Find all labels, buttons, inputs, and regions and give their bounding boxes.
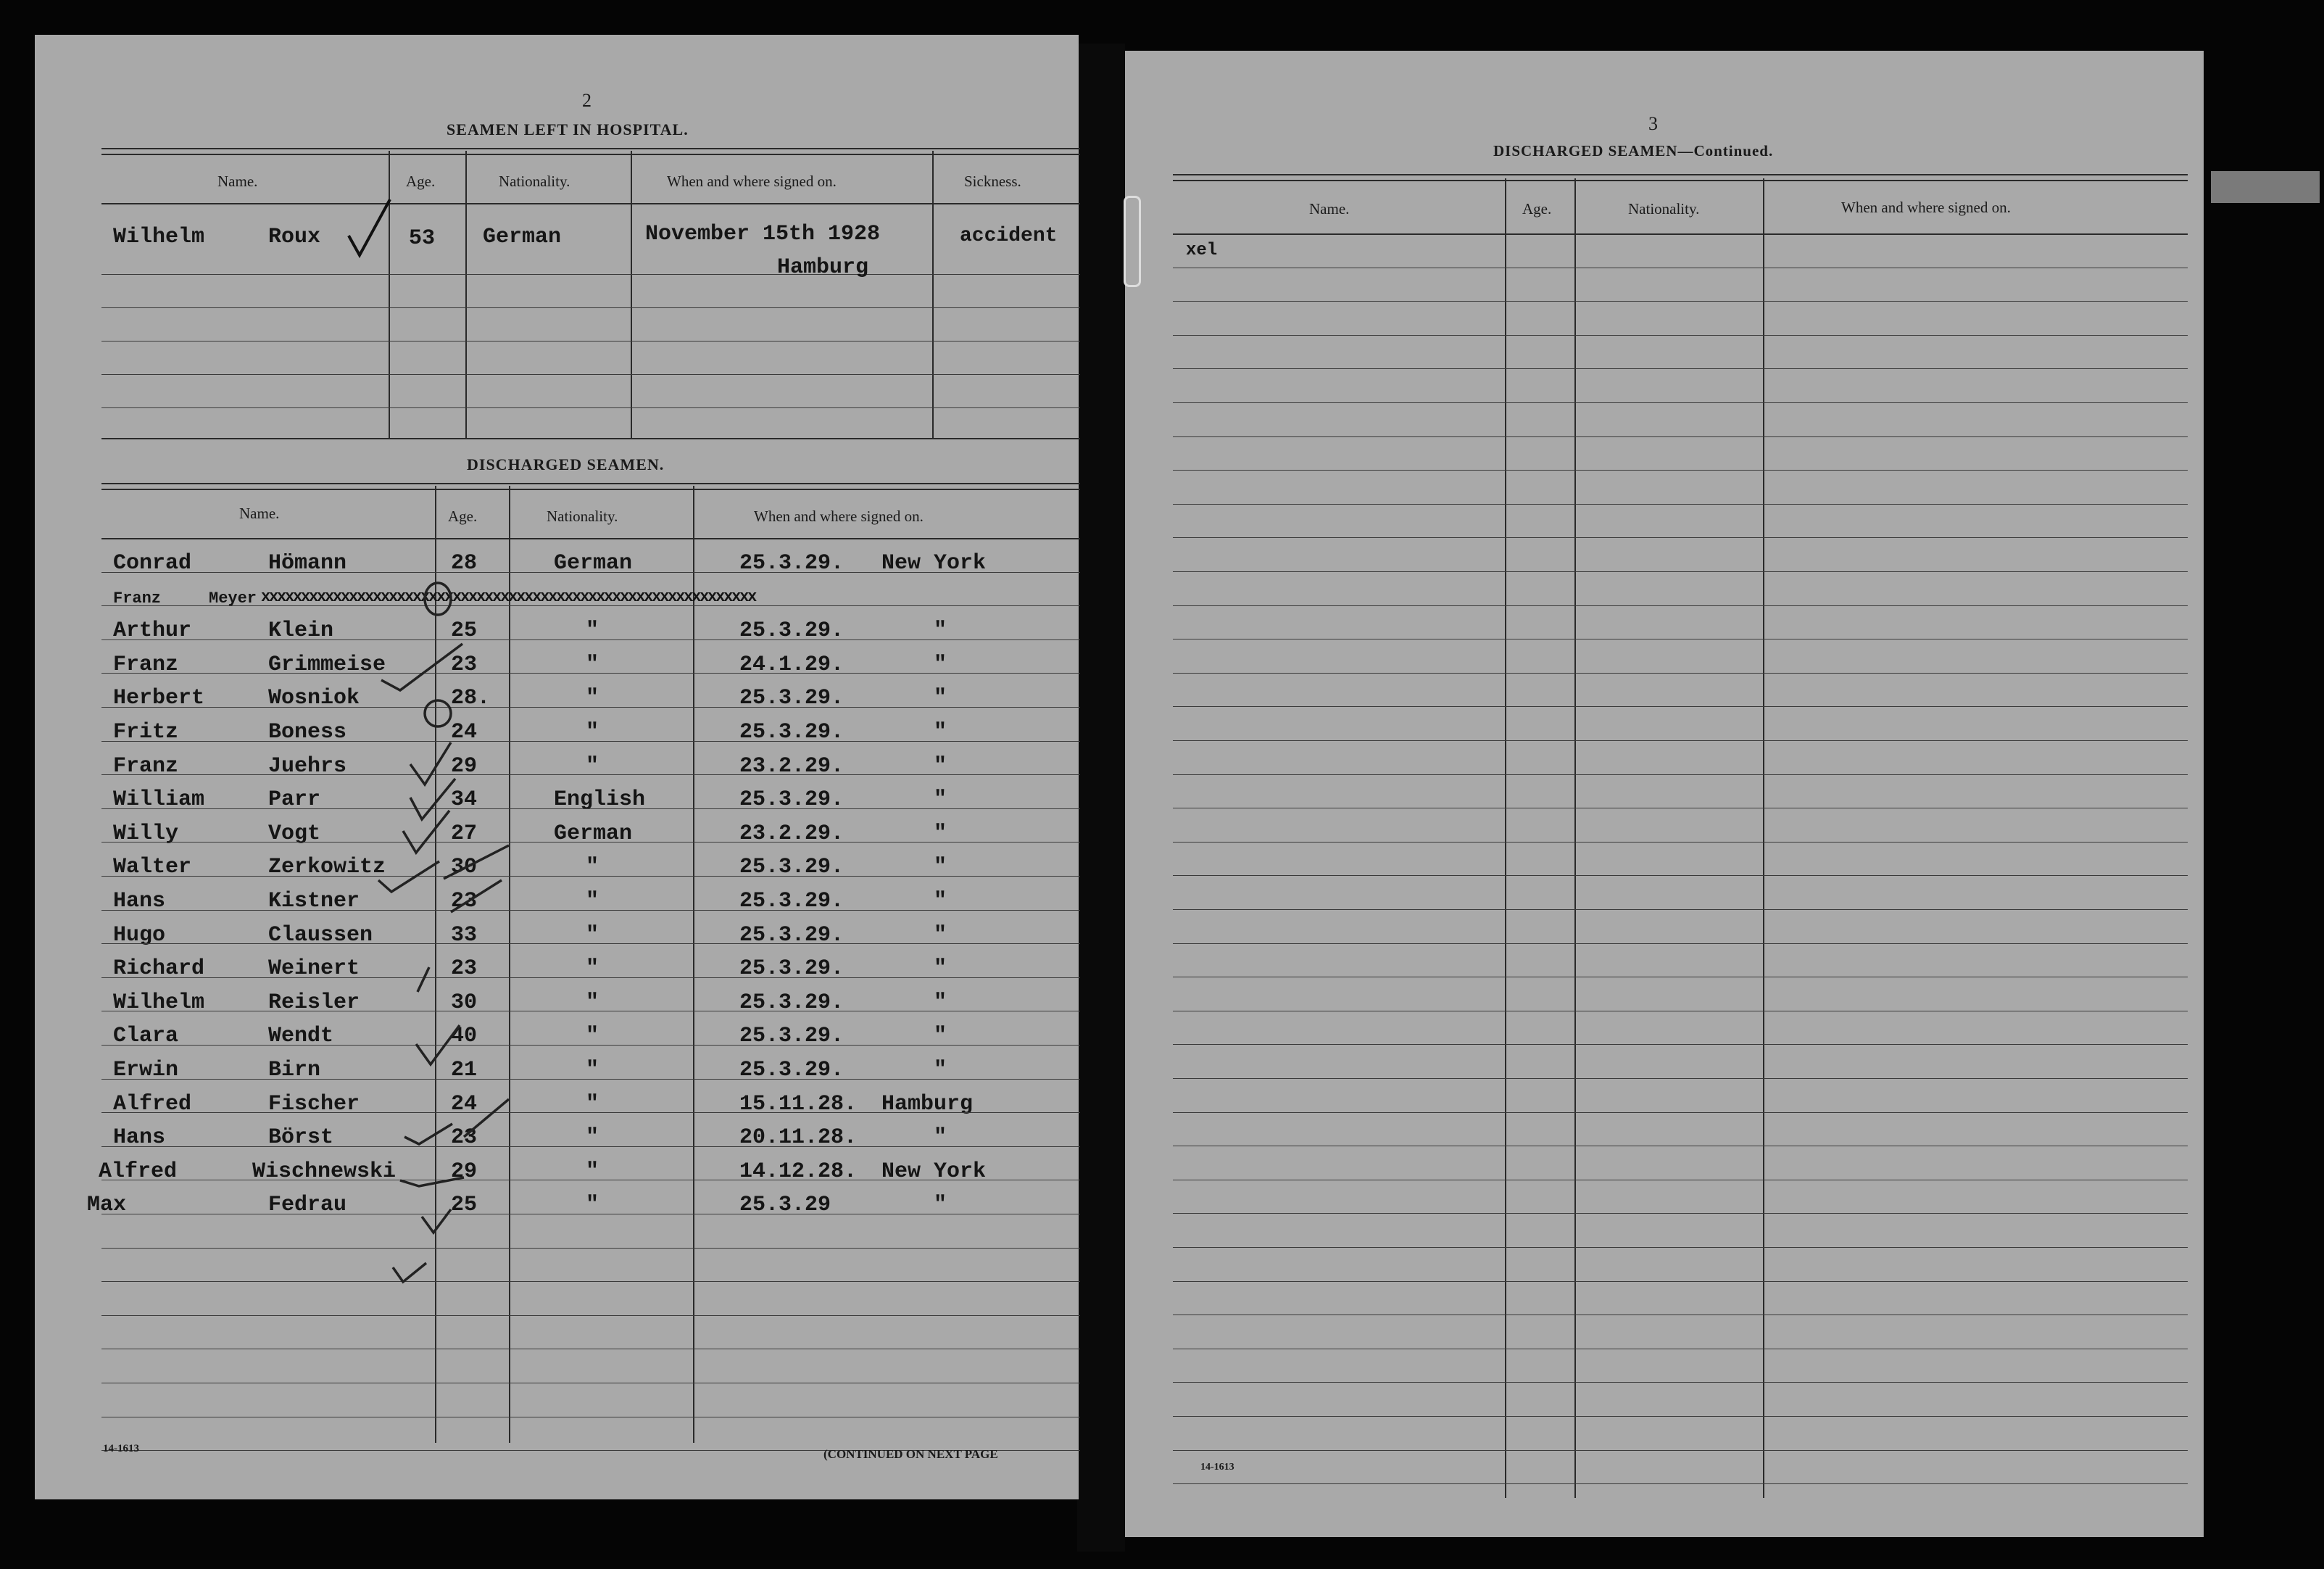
signed-on-date: 25.3.29. [739,1024,844,1049]
table-rule [101,407,1080,408]
first-name: Wilhelm [113,225,205,249]
first-name: Herbert [113,686,205,711]
table-rule [101,274,1080,275]
check-mark-icon [444,845,509,879]
page-tab [2211,171,2320,203]
table-rule [101,741,1080,742]
hospital-section-title: SEAMEN LEFT IN HOSPITAL. [447,120,689,138]
last-name: Zerkowitz [268,855,386,880]
signed-on-date: 25.3.29. [739,990,844,1015]
header-signed-on: When and where signed on. [667,173,837,190]
age: 30 [451,855,478,880]
check-mark-icon [403,811,449,853]
last-name: Claussen [268,922,373,948]
sickness: accident [960,225,1058,247]
table-rule [1173,368,2188,369]
first-name: Franz [113,753,179,779]
table-rule [1173,301,2188,302]
age: 25 [451,618,478,644]
nationality: " [586,1091,599,1117]
header-nationality: Nationality. [499,173,570,190]
table-rule [101,977,1080,978]
last-name: Roux [268,225,321,249]
signed-on-place: Hamburg [881,1091,974,1117]
header-name: Name. [239,505,280,522]
nationality: " [586,753,599,779]
first-name: Willy [113,821,179,846]
table-rule [1173,1247,2188,1248]
page-title: DISCHARGED SEAMEN—Continued. [1493,142,1774,160]
signed-on-place: " [934,956,947,982]
table-rule [1173,470,2188,471]
check-mark-icon [410,742,451,784]
header-name: Name. [217,173,258,190]
table-rule [1173,1078,2188,1079]
first-name: Erwin [113,1058,179,1082]
check-mark-icon [422,1209,451,1233]
header-signed-on: When and where signed on. [1841,199,2011,216]
column-rule [693,486,694,1443]
table-rule [101,438,1080,439]
last-name: Kistner [268,889,360,914]
signed-on-place: " [934,652,947,677]
signed-on-date: 25.3.29. [739,720,844,745]
signed-on-place: " [934,855,947,880]
last-name: Wosniok [268,686,360,711]
last-name: Weinert [268,956,360,982]
table-rule [101,572,1080,573]
binding-clip [1124,196,1141,287]
table-rule [1173,1044,2188,1045]
check-mark-icon [393,1263,426,1282]
signed-on-date: 25.3.29. [739,889,844,914]
first-name: Hans [113,1125,166,1151]
check-mark-icon [400,1177,464,1186]
header-age: Age. [448,508,478,525]
signed-on-date: 25.3.29. [739,1058,844,1082]
signed-on-place: " [934,753,947,779]
table-rule [101,203,1080,204]
age: 53 [409,226,436,251]
check-mark-icon [378,861,439,892]
age: 23 [451,652,478,677]
nationality: " [586,1159,599,1184]
signed-on-date: 25.3.29 [739,1193,831,1218]
signed-on-date: 25.3.29. [739,551,844,576]
check-mark-icon [404,1124,452,1144]
table-rule [101,483,1080,484]
table-rule [101,307,1080,308]
signed-on-date: 25.3.29. [739,618,844,644]
age: 29 [451,1159,478,1184]
table-rule [1173,875,2188,876]
table-rule [1173,1416,2188,1417]
column-rule [932,151,934,438]
signed-on-date: 23.2.29. [739,753,844,779]
page-number: 3 [1648,113,1658,134]
last-name: Parr [268,787,321,813]
nationality: " [586,1125,599,1151]
age: 34 [451,787,478,813]
signed-on-date: 25.3.29. [739,922,844,948]
first-name: Franz [113,652,179,677]
signed-on-date: 25.3.29. [739,956,844,982]
discharged-section-title: DISCHARGED SEAMEN. [467,455,665,473]
first-name: Richard [113,956,205,982]
table-rule [101,943,1080,944]
check-mark-icon [418,967,429,992]
table-rule [1173,436,2188,437]
signed-on-date: 23.2.29. [739,821,844,846]
age: 28. [451,686,491,711]
table-rule [101,639,1080,640]
nationality: " [586,720,599,745]
form-number: 14-1613 [1200,1462,1234,1473]
signed-on-place: " [934,787,947,813]
crossed-name: Franz [113,589,162,608]
signed-on-date: 25.3.29. [739,787,844,813]
table-rule [101,910,1080,911]
signed-on-place: " [934,889,947,914]
signed-on-place: " [934,720,947,745]
book-gutter [1077,44,1125,1552]
table-rule [101,1248,1080,1249]
age: 33 [451,922,478,948]
table-rule [1173,605,2188,606]
table-rule [1173,402,2188,403]
column-rule [465,151,467,438]
table-rule [101,605,1080,606]
last-name: Fedrau [268,1193,347,1218]
first-name: Hans [113,889,166,914]
age: 23 [451,889,478,914]
signed-on-place: " [934,686,947,711]
table-rule [1173,706,2188,707]
signed-on-place: " [934,1024,947,1049]
table-rule [101,489,1080,490]
table-rule [1173,180,2188,181]
nationality: " [586,686,599,711]
table-rule [1173,537,2188,538]
table-rule [101,374,1080,375]
table-rule [1173,842,2188,843]
signed-on-date: 15.11.28. [739,1091,858,1117]
crossed-last-name: Meyer [209,589,257,608]
circle-mark-icon [425,700,451,726]
signed-on-place: " [934,821,947,846]
age: 25 [451,1193,478,1218]
table-rule [101,808,1080,809]
last-name: Grimmeise [268,652,386,677]
table-rule [101,148,1080,149]
first-name: Fritz [113,720,179,745]
first-name: Alfred [99,1159,178,1184]
signed-on-place: New York [881,551,987,576]
age: 29 [451,753,478,779]
nationality: " [586,990,599,1015]
table-rule [101,876,1080,877]
table-rule [1173,1281,2188,1282]
table-rule [101,673,1080,674]
nationality: " [586,618,599,644]
table-rule [1173,673,2188,674]
table-rule [1173,233,2188,235]
table-rule [1173,1450,2188,1451]
last-name: Börst [268,1125,334,1151]
signed-on-place: " [934,1058,947,1082]
table-rule [101,1315,1080,1316]
column-rule [389,151,390,438]
table-rule [1173,1382,2188,1383]
check-mark-icon [416,1025,460,1064]
header-nationality: Nationality. [547,508,618,525]
nationality: German [554,551,633,576]
column-rule [1505,178,1506,1498]
table-rule [1173,1483,2188,1484]
table-rule [1173,740,2188,741]
nationality: English [554,787,646,813]
table-rule [101,1281,1080,1282]
last-name: Vogt [268,821,321,846]
nationality: " [586,652,599,677]
nationality: " [586,855,599,880]
circle-mark-icon [425,583,451,615]
nationality: " [586,922,599,948]
signed-on-place: " [934,990,947,1015]
table-rule [101,1045,1080,1046]
last-name: Boness [268,720,347,745]
row-fragment: xel [1186,241,1218,260]
age: 23 [451,956,478,982]
table-rule [101,1146,1080,1147]
header-age: Age. [1522,200,1552,218]
nationality: " [586,1024,599,1049]
last-name: Wendt [268,1024,334,1049]
check-mark-icon [451,880,502,912]
table-rule [1173,1112,2188,1113]
table-rule [101,1112,1080,1113]
signed-on-date: 25.3.29. [739,686,844,711]
table-rule [1173,774,2188,775]
table-rule [101,538,1080,539]
nationality: " [586,1058,599,1082]
nationality: German [483,225,562,249]
last-name: Reisler [268,990,360,1015]
signed-on-place: Hamburg [777,255,869,280]
column-rule [1574,178,1576,1498]
signed-on-place: " [934,618,947,644]
age: 24 [451,720,478,745]
last-name: Hömann [268,551,347,576]
table-rule [101,1079,1080,1080]
nationality: " [586,1193,599,1218]
signed-on-date: November 15th 1928 [645,222,881,247]
signed-on-place: " [934,1193,947,1218]
signed-on-place: " [934,1125,947,1151]
column-rule [1763,178,1764,1498]
page-number: 2 [582,90,592,111]
column-rule [631,151,632,438]
left-page [35,35,1079,1499]
signed-on-date: 24.1.29. [739,652,844,677]
nationality: German [554,821,633,846]
first-name: Conrad [113,551,192,576]
age: 21 [451,1058,478,1082]
table-rule [1173,943,2188,944]
age: 27 [451,821,478,846]
last-name: Juehrs [268,753,347,779]
header-name: Name. [1309,200,1350,218]
signed-on-date: 14.12.28. [739,1159,858,1184]
first-name: Alfred [113,1091,192,1117]
table-rule [101,707,1080,708]
table-rule [101,842,1080,843]
table-rule [1173,909,2188,910]
age: 23 [451,1125,478,1151]
table-rule [1173,1213,2188,1214]
last-name: Birn [268,1058,321,1082]
table-rule [1173,571,2188,572]
age: 40 [451,1024,478,1049]
first-name: Hugo [113,922,166,948]
table-rule [101,774,1080,775]
header-sickness: Sickness. [964,173,1021,190]
age: 24 [451,1091,478,1117]
signed-on-place: New York [881,1159,987,1184]
check-mark-icon [345,196,396,261]
table-rule [1173,504,2188,505]
first-name: Arthur [113,618,192,644]
signed-on-place: " [934,922,947,948]
first-name: Wilhelm [113,990,205,1015]
table-rule [1173,174,2188,175]
check-marks [371,542,574,1311]
continued-note: (CONTINUED ON NEXT PAGE [823,1447,998,1461]
table-rule [1173,335,2188,336]
last-name: Wischnewski [252,1159,397,1184]
first-name: Max [87,1193,127,1218]
first-name: William [113,787,205,813]
header-nationality: Nationality. [1628,200,1700,218]
strike-through: xxxxxxxxxxxxxxxxxxxxxxxxxxxxxxxxxxxxxxxxxxxxxxxxxxxxxxxxxxxxxx [261,587,756,606]
age: 28 [451,551,478,576]
first-name: Clara [113,1024,179,1049]
last-name: Fischer [268,1091,360,1117]
first-name: Walter [113,855,192,880]
check-mark-icon [381,644,462,690]
check-mark-icon [464,1099,509,1137]
header-age: Age. [406,173,436,190]
nationality: " [586,889,599,914]
right-page [1125,51,2204,1537]
header-signed-on: When and where signed on. [754,508,924,525]
signed-on-date: 25.3.29. [739,855,844,880]
nationality: " [586,956,599,982]
last-name: Klein [268,618,334,644]
form-number: 14-1613 [103,1443,139,1454]
age: 30 [451,990,478,1015]
signed-on-date: 20.11.28. [739,1125,858,1151]
